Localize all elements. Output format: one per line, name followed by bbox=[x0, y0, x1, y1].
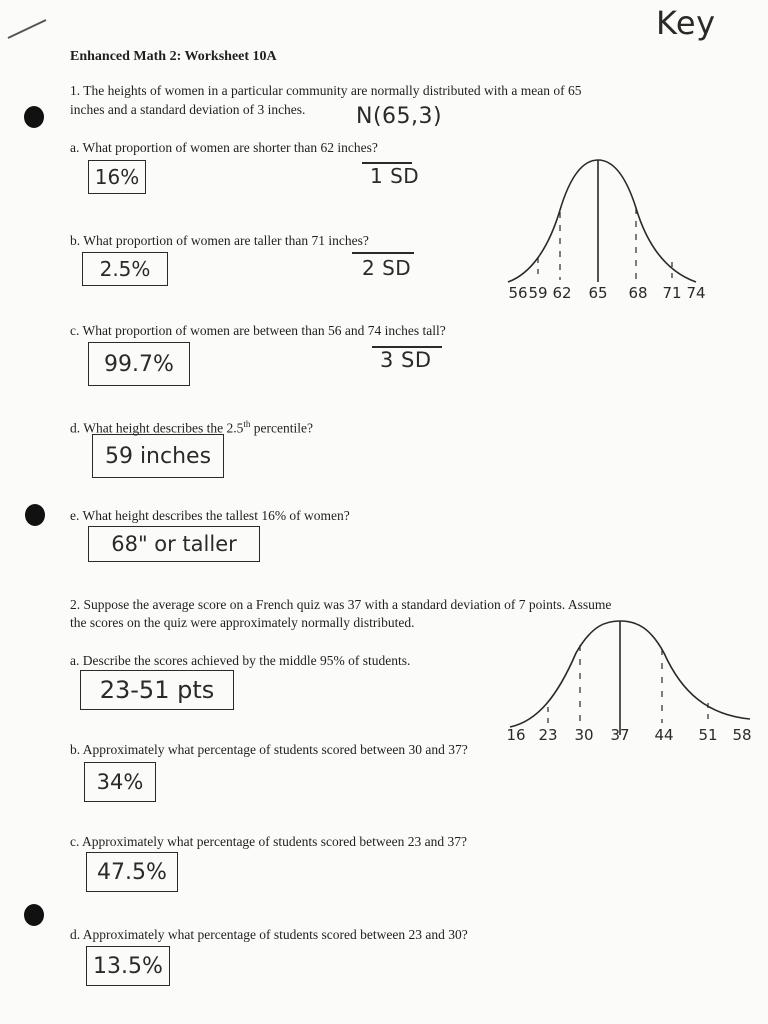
q1-notation: N(65,3) bbox=[356, 104, 443, 129]
q1-axis-label-2: 62 bbox=[552, 284, 572, 302]
q1d-question-sup: th bbox=[243, 419, 251, 429]
q2d-answer: 13.5% bbox=[93, 953, 163, 979]
q2a-question: a. Describe the scores achieved by the middle 95% of students. bbox=[70, 653, 411, 668]
q1b-answer-box bbox=[82, 252, 168, 286]
q2-bell-curve bbox=[500, 615, 765, 750]
q1d-answer: 59 inches bbox=[104, 443, 212, 469]
q1a-answer-box bbox=[88, 160, 146, 194]
q2-axis-label-2: 30 bbox=[574, 726, 594, 744]
q2c-answer-box bbox=[86, 852, 178, 892]
pen-mark bbox=[0, 0, 60, 50]
q2-axis-label-3: 37 bbox=[610, 726, 630, 744]
q2a-answer-box bbox=[80, 670, 234, 710]
q1-axis-label-4: 68 bbox=[628, 284, 648, 302]
q1-line1: 1. The heights of women in a particular community are normally distributed with a mean of 65 bbox=[70, 83, 582, 98]
q1a-question: a. What proportion of women are shorter than 62 inches? bbox=[70, 140, 378, 155]
binder-hole-top bbox=[24, 106, 44, 128]
q2b-answer-box bbox=[84, 762, 156, 802]
q1-axis-label-0: 56 bbox=[508, 284, 528, 302]
q1-bell-curve bbox=[500, 150, 720, 306]
q1b-note-bar bbox=[352, 252, 414, 254]
q2b-answer: 34% bbox=[96, 770, 144, 794]
binder-hole-middle bbox=[25, 504, 45, 526]
q1b-note: 2 SD bbox=[362, 256, 412, 280]
q1-axis-label-3: 65 bbox=[588, 284, 608, 302]
q1e-answer: 68" or taller bbox=[111, 532, 237, 556]
q2-curve-drawing bbox=[510, 621, 750, 735]
q2-axis-label-5: 51 bbox=[698, 726, 718, 744]
q2-line2: the scores on the quiz were approximately normally distributed. bbox=[70, 615, 415, 630]
q1e-question: e. What height describes the tallest 16% of women? bbox=[70, 508, 350, 523]
q1-line2: inches and a standard deviation of 3 inches. bbox=[70, 102, 306, 117]
q1-axis-label-5: 71 bbox=[662, 284, 682, 302]
q2-axis-label-4: 44 bbox=[654, 726, 674, 744]
q1c-question: c. What proportion of women are between than 56 and 74 inches tall? bbox=[70, 323, 446, 338]
q1-curve-drawing bbox=[508, 160, 696, 282]
q2c-answer: 47.5% bbox=[97, 859, 167, 885]
q1c-answer: 99.7% bbox=[104, 351, 174, 377]
q1d-question-pre: d. What height describes the 2.5 bbox=[70, 420, 244, 436]
q1c-note: 3 SD bbox=[380, 348, 432, 372]
q1a-answer: 16% bbox=[94, 165, 140, 189]
q1b-answer: 2.5% bbox=[99, 257, 151, 281]
q2d-answer-box bbox=[86, 946, 170, 986]
q1-axis-label-6: 74 bbox=[686, 284, 706, 302]
q2-axis-labels bbox=[506, 726, 751, 744]
q1b-question: b. What proportion of women are taller than 71 inches? bbox=[70, 233, 369, 248]
q1-axis-label-1: 59 bbox=[528, 284, 548, 302]
key-label: Key bbox=[656, 4, 716, 42]
q2-axis-label-0: 16 bbox=[506, 726, 526, 744]
q2b-question: b. Approximately what percentage of students scored between 30 and 37? bbox=[70, 742, 468, 757]
q2d-question: d. Approximately what percentage of students scored between 23 and 30? bbox=[70, 927, 468, 942]
binder-hole-bottom bbox=[24, 904, 44, 926]
page-title: Enhanced Math 2: Worksheet 10A bbox=[70, 49, 277, 64]
q2-line1: 2. Suppose the average score on a French quiz was 37 with a standard deviation of 7 points. Assume bbox=[70, 597, 612, 612]
q2c-question: c. Approximately what percentage of students scored between 23 and 37? bbox=[70, 834, 467, 849]
q2a-answer: 23-51 pts bbox=[99, 676, 215, 704]
q2-axis-label-6: 58 bbox=[732, 726, 752, 744]
q1d-question-post: percentile? bbox=[250, 420, 313, 436]
q1a-note: 1 SD bbox=[370, 164, 420, 188]
q1d-answer-box bbox=[92, 434, 224, 478]
q2-axis-label-1: 23 bbox=[538, 726, 558, 744]
q1c-answer-box bbox=[88, 342, 190, 386]
q1e-answer-box bbox=[88, 526, 260, 562]
q1-axis-labels bbox=[508, 284, 705, 302]
